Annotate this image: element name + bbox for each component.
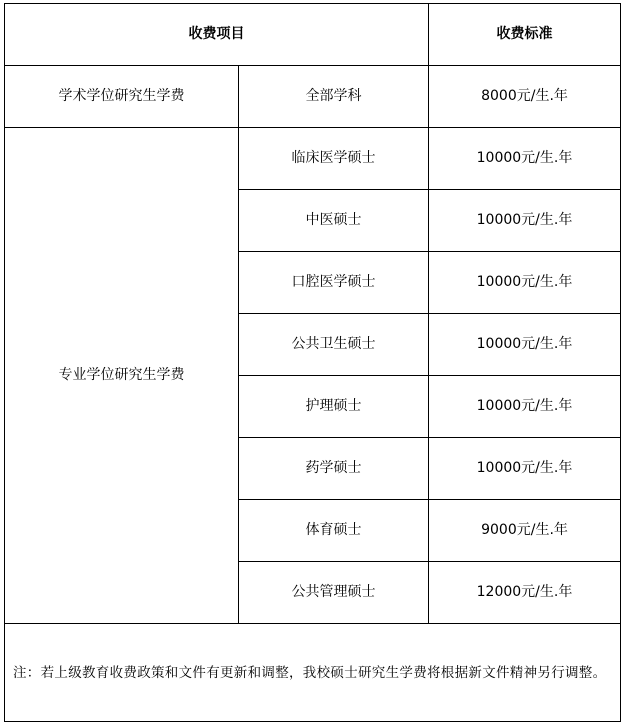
category-academic: 学术学位研究生学费 [5,66,239,128]
fee-cell: 10000元/生.年 [429,252,621,314]
fee-cell: 12000元/生.年 [429,562,621,624]
note-text: 注：若上级教育收费政策和文件有更新和调整，我校硕士研究生学费将根据新文件精神另行调整。 [13,664,607,681]
fee-cell: 10000元/生.年 [429,190,621,252]
subject-cell: 中医硕士 [239,190,429,252]
note-row [5,624,621,722]
subject-cell: 护理硕士 [239,376,429,438]
fee-cell: 10000元/生.年 [429,314,621,376]
header-fee-standard: 收费标准 [429,4,621,66]
header-fee-item: 收费项目 [5,4,429,66]
subject-cell: 全部学科 [239,66,429,128]
tuition-fee-table [4,3,621,722]
fee-cell: 9000元/生.年 [429,500,621,562]
fee-cell: 10000元/生.年 [429,128,621,190]
subject-cell: 药学硕士 [239,438,429,500]
category-professional: 专业学位研究生学费 [5,128,239,624]
subject-cell: 口腔医学硕士 [239,252,429,314]
fee-cell: 10000元/生.年 [429,438,621,500]
subject-cell: 体育硕士 [239,500,429,562]
subject-cell: 公共管理硕士 [239,562,429,624]
table-row [5,128,621,190]
subject-cell: 公共卫生硕士 [239,314,429,376]
table-row-academic [5,66,621,128]
note-cell [5,624,621,722]
fee-cell: 8000元/生.年 [429,66,621,128]
fee-cell: 10000元/生.年 [429,376,621,438]
table-header-row [5,4,621,66]
subject-cell: 临床医学硕士 [239,128,429,190]
